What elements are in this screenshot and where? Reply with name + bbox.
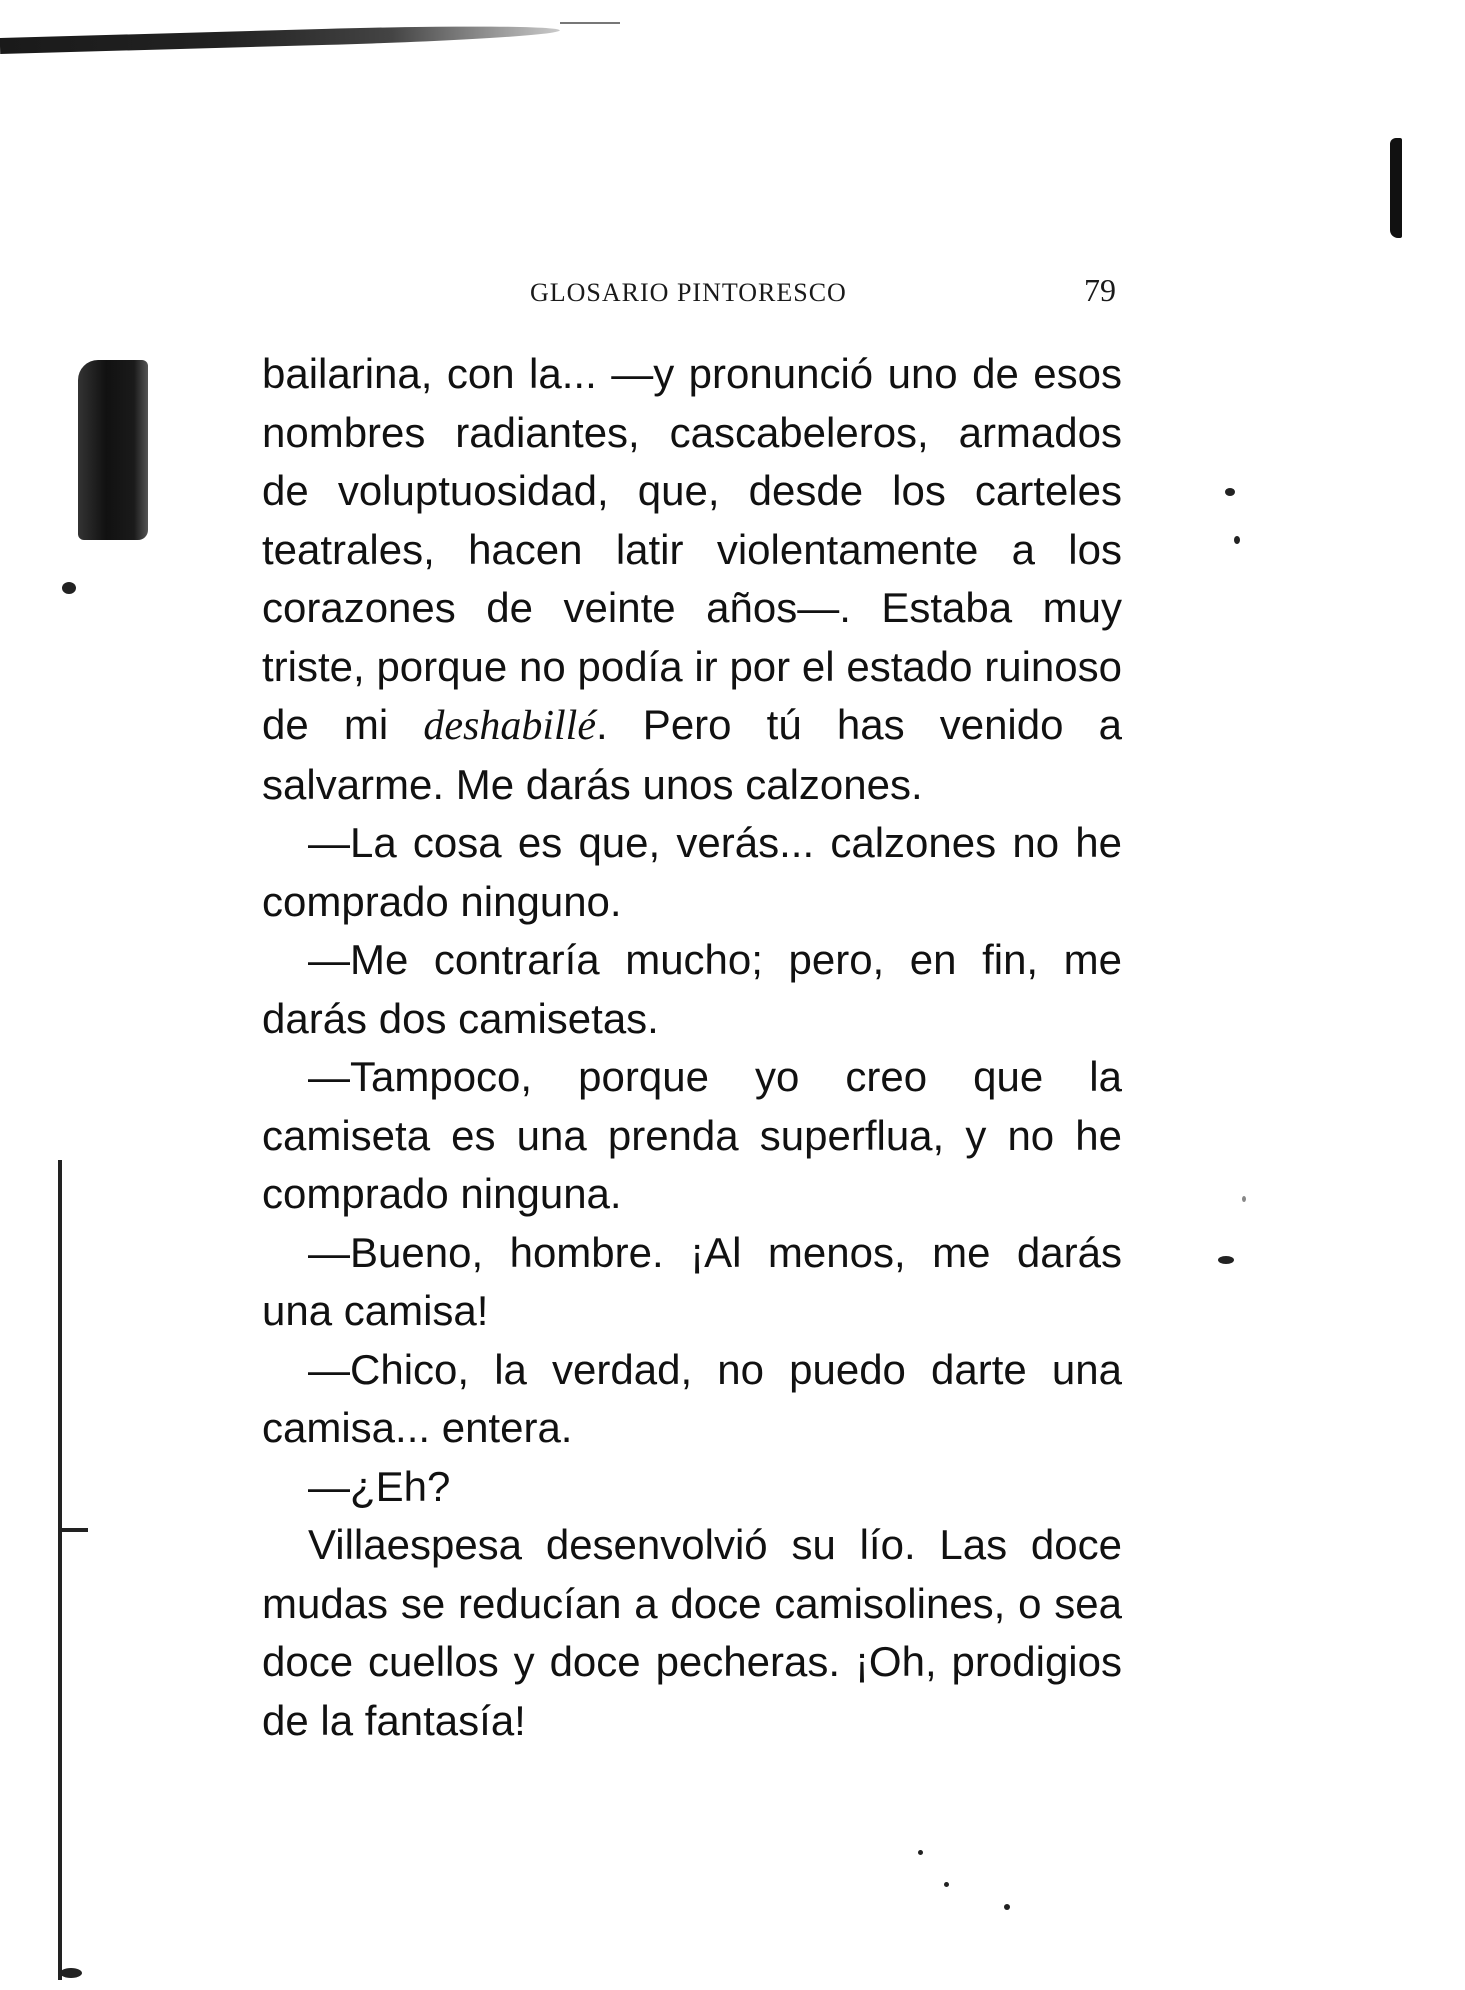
speck	[1225, 488, 1235, 496]
paragraph: —Me contraría mucho; pero, en fin, me darás dos camisetas.	[262, 936, 1122, 1042]
running-header: GLOSARIO PINTORESCO	[530, 278, 847, 307]
paragraph: —¿Eh?	[308, 1462, 451, 1510]
paragraph	[262, 345, 1122, 814]
speck	[918, 1850, 923, 1855]
italic-emphasis: deshabillé	[423, 703, 596, 749]
speck	[1218, 1256, 1234, 1264]
scan-mark-right	[1390, 138, 1402, 238]
paragraph: —Chico, la verdad, no puedo darte una camisa... entera.	[262, 1345, 1122, 1451]
scan-smear-top	[0, 22, 560, 54]
scan-edge-hook	[58, 1528, 88, 1532]
scan-smudge-left	[78, 360, 148, 540]
scan-edge-line	[58, 1160, 62, 1980]
scan-mark-top	[560, 22, 620, 24]
paragraph-text: bailarina, con la... —y pronunció uno de esos nombres radiantes, cascabeleros, armados de voluptuosidad, que, desde los carteles teatrales, hacen latir violentamente a los corazones de veinte años—. Estaba muy triste, porque no podía ir por el estado ruinoso de mi	[262, 350, 1122, 748]
speck	[60, 1968, 82, 1978]
speck	[1004, 1904, 1010, 1910]
paragraph: —Tampoco, porque yo creo que la camiseta es una prenda superflua, y no he comprado ninguna.	[262, 1053, 1122, 1217]
paragraph: —La cosa es que, verás... calzones no he comprado ninguno.	[262, 819, 1122, 925]
paragraph: —Bueno, hombre. ¡Al menos, me darás una camisa!	[262, 1228, 1122, 1334]
paragraph-text: . Pero tú has venido a salvarme. Me darás unos calzones.	[262, 701, 1122, 808]
speck	[944, 1882, 949, 1887]
speck	[62, 582, 76, 594]
paragraph: Villaespesa desenvolvió su lío. Las doce mudas se reducían a doce camisolines, o sea doce cuellos y doce pecheras. ¡Oh, prodigios de la fantasía!	[262, 1521, 1122, 1744]
page-number: 79	[1084, 272, 1116, 308]
speck	[1234, 536, 1240, 544]
speck	[1242, 1196, 1246, 1202]
body-text	[262, 345, 1122, 1750]
